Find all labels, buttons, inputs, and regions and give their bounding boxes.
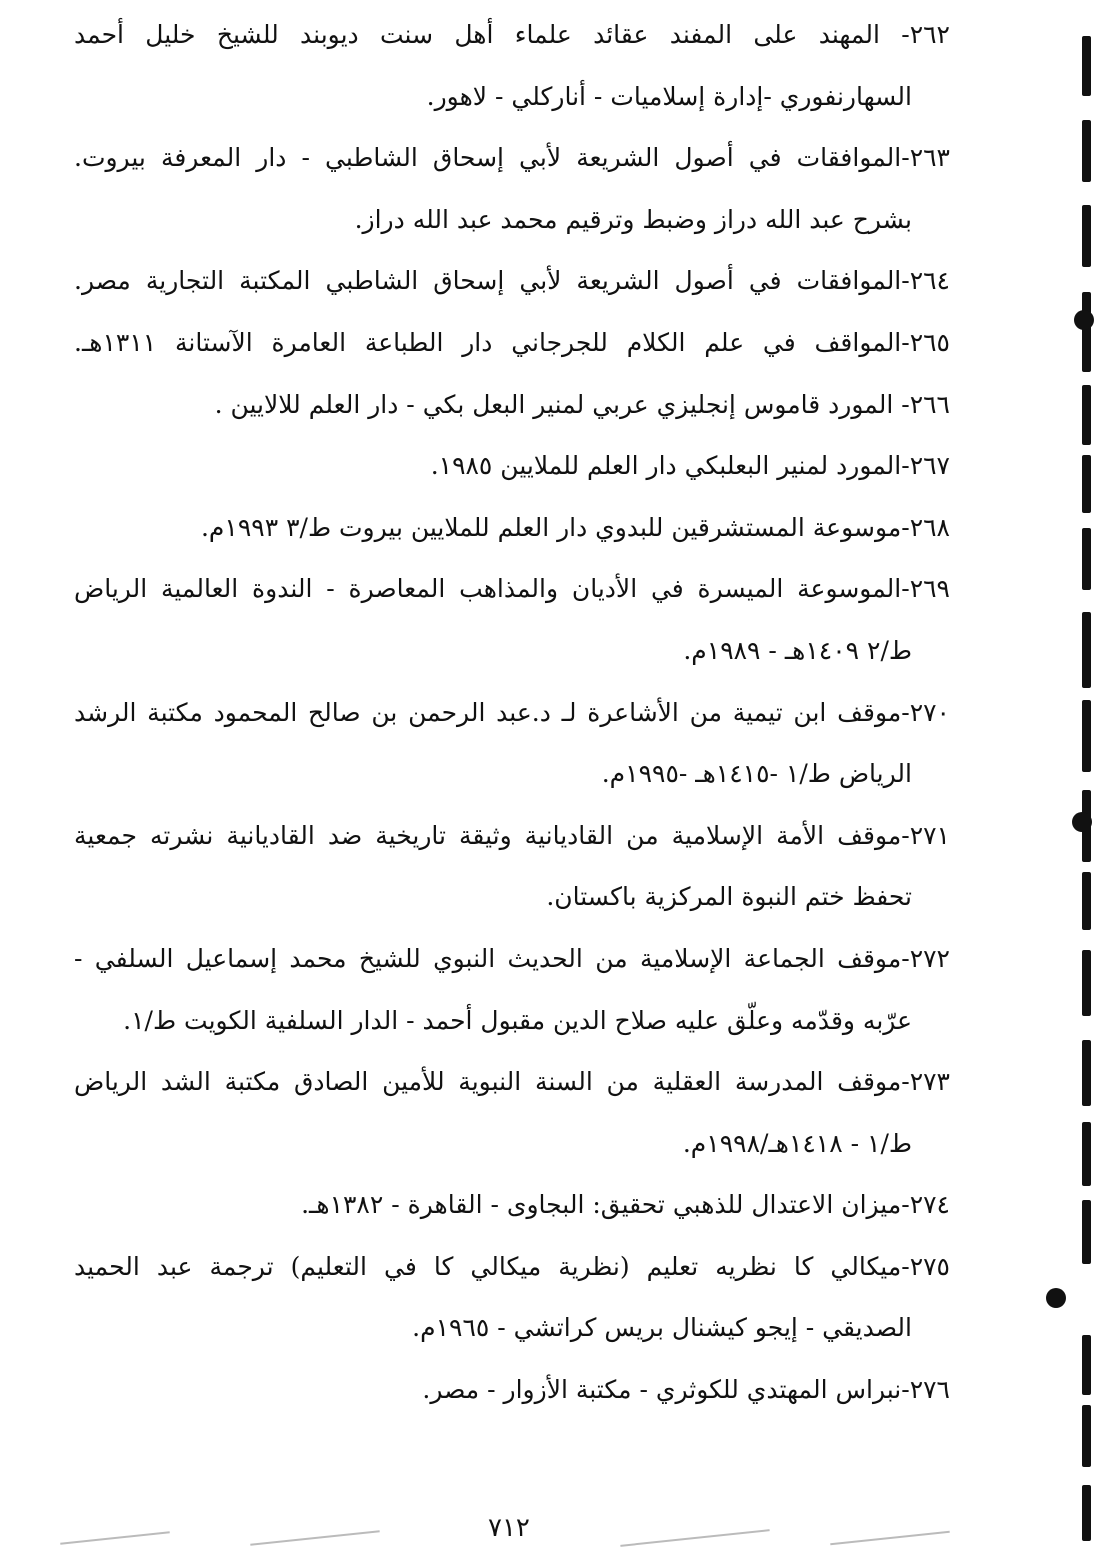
faint-text-artifact [60,1531,170,1544]
entry-263-line-1: ٢٦٣-الموافقات في أصول الشريعة لأبي إسحاق الشاطبي - دار المعرفة بيروت. [74,143,950,173]
scan-edge-mark [1082,1200,1091,1264]
faint-text-artifact [250,1530,379,1546]
scan-edge-mark [1082,292,1091,372]
scan-edge-mark [1082,36,1091,96]
entry-274: ٢٧٤-ميزان الاعتدال للذهبي تحقيق: البجاوى - القاهرة - ١٣٨٢هـ. [301,1190,950,1220]
page-footer [0,1511,1098,1551]
entry-269-line-1: ٢٦٩-الموسوعة الميسرة في الأديان والمذاهب المعاصرة - الندوة العالمية الرياض [74,574,950,604]
page-number: ٧١٢ [488,1513,530,1543]
entry-263-line-2: بشرح عبد الله دراز وضبط وترقيم محمد عبد الله دراز. [354,204,912,234]
entry-268: ٢٦٨-موسوعة المستشرقين للبدوي دار العلم للملايين بيروت ط/٣ ١٩٩٣م. [200,512,950,542]
entry-265: ٢٦٥-المواقف في علم الكلام للجرجاني دار الطباعة العامرة الآستانة ١٣١١هـ. [74,327,950,357]
scan-edge-mark [1082,1040,1091,1106]
entry-275-line-2: الصديقي - إيجو كيشنال بريس كراتشي - ١٩٦٥م. [412,1313,912,1343]
scan-edge-mark [1082,872,1091,930]
entry-262-line-2: السهارنفوري -إدارة إسلاميات - أناركلي - لاهور. [426,81,912,111]
faint-text-artifact [620,1529,769,1547]
binder-hole-dot [1074,310,1094,330]
entry-272-line-2: عرّبه وقدّمه وعلّق عليه صلاح الدين مقبول أحمد - الدار السلفية الكويت ط/١. [123,1005,912,1035]
scan-edge-mark [1082,1405,1091,1467]
entry-272-line-1: ٢٧٢-موقف الجماعة الإسلامية من الحديث النبوي للشيخ محمد إسماعيل السلفي - [74,943,950,973]
entry-270-line-2: الرياض ط/١ -١٤١٥هـ -١٩٩٥م. [601,759,912,789]
scan-edge-mark [1082,950,1091,1016]
scan-edge-mark [1082,528,1091,590]
scan-edge-mark [1082,205,1091,267]
scan-edge-mark [1082,1122,1091,1186]
binder-hole-dot [1046,1288,1066,1308]
entry-270-line-1: ٢٧٠-موقف ابن تيمية من الأشاعرة لـ د.عبد الرحمن بن صالح المحمود مكتبة الرشد [74,697,950,727]
entry-267: ٢٦٧-المورد لمنير البعلبكي دار العلم للملايين ١٩٨٥. [430,451,950,481]
binder-hole-dot [1072,812,1092,832]
entry-273-line-2: ط/١ - ١٤١٨هـ/١٩٩٨م. [682,1128,912,1158]
scan-edge-mark [1082,612,1091,688]
scan-edge-mark [1082,1335,1091,1395]
entry-264: ٢٦٤-الموافقات في أصول الشريعة لأبي إسحاق الشاطبي المكتبة التجارية مصر. [74,266,950,296]
scan-edge-mark [1082,700,1091,772]
entry-271-line-2: تحفظ ختم النبوة المركزية باكستان. [546,882,912,912]
entry-273-line-1: ٢٧٣-موقف المدرسة العقلية من السنة النبوية للأمين الصادق مكتبة الشد الرياض [74,1067,950,1097]
entry-266: ٢٦٦- المورد قاموس إنجليزي عربي لمنير البعل بكي - دار العلم للالايين . [214,389,950,419]
scan-edge-mark [1082,455,1091,513]
scan-edge-mark [1082,385,1091,445]
faint-text-artifact [830,1531,950,1546]
scan-edge-mark [1082,120,1091,182]
entry-276: ٢٧٦-نبراس المهتدي للكوثري - مكتبة الأزوار - مصر. [422,1375,950,1405]
entry-275-line-1: ٢٧٥-ميكالي كا نظريه تعليم (نظرية ميكالي كا في التعليم) ترجمة عبد الحميد [74,1251,950,1281]
bibliography-list [74,4,950,1421]
entry-269-line-2: ط/٢ ١٤٠٩هـ - ١٩٨٩م. [683,635,912,665]
entry-271-line-1: ٢٧١-موقف الأمة الإسلامية من القاديانية وثيقة تاريخية ضد القاديانية نشرته جمعية [74,820,950,850]
entry-262-line-1: ٢٦٢- المهند على المفند عقائد علماء أهل سنت ديوبند للشيخ خليل أحمد [74,20,950,49]
